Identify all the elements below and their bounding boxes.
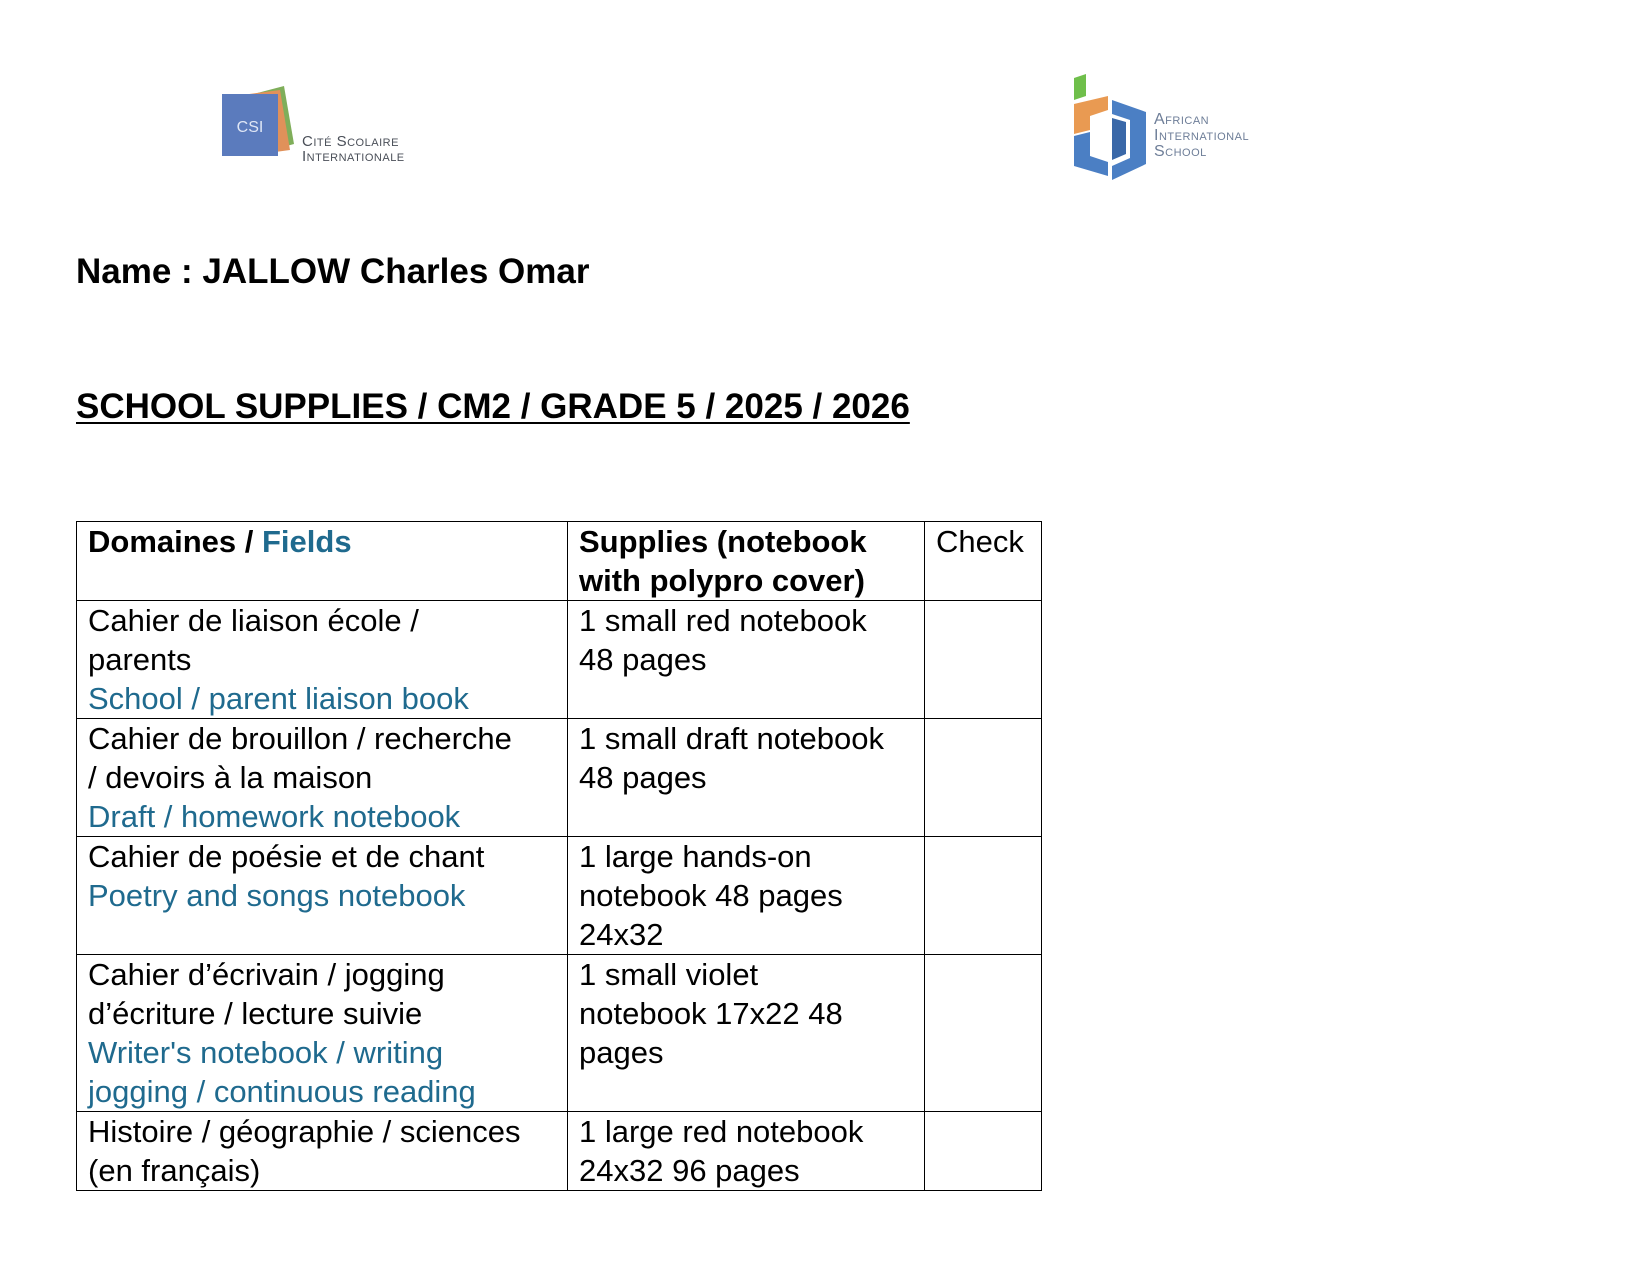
table-row bbox=[77, 1112, 1042, 1191]
check-cell[interactable] bbox=[925, 1112, 1042, 1191]
csi-badge-text: CSI bbox=[236, 119, 264, 136]
supply-text: 1 small red notebook bbox=[579, 603, 867, 638]
header-supplies bbox=[568, 522, 925, 601]
field-en-text: jogging / continuous reading bbox=[88, 1074, 476, 1109]
document-title: SCHOOL SUPPLIES / CM2 / GRADE 5 / 2025 / 2026 bbox=[76, 387, 910, 426]
header-supplies-line1: Supplies (notebook bbox=[579, 524, 867, 559]
field-fr-text: parents bbox=[88, 642, 192, 677]
ais-name-line3: School bbox=[1154, 143, 1207, 160]
header-field-fr: Domaines / bbox=[88, 524, 262, 559]
header-fields bbox=[77, 522, 568, 601]
check-cell[interactable] bbox=[925, 955, 1042, 1112]
field-fr-text: d’écriture / lecture suivie bbox=[88, 996, 423, 1031]
csi-logo-mark bbox=[220, 84, 300, 166]
field-fr-text: Cahier de brouillon / recherche bbox=[88, 721, 512, 756]
field-fr-text: Cahier d’écrivain / jogging bbox=[88, 957, 445, 992]
supply-cell bbox=[568, 601, 925, 719]
supply-text: 1 small draft notebook bbox=[579, 721, 885, 756]
supply-cell bbox=[568, 1112, 925, 1191]
csi-logo-name bbox=[302, 134, 405, 164]
supply-cell bbox=[568, 955, 925, 1112]
ais-name-line2: International bbox=[1154, 127, 1250, 144]
table-row bbox=[77, 601, 1042, 719]
supply-text: 1 small violet bbox=[579, 957, 759, 992]
supply-cell bbox=[568, 837, 925, 955]
table-row bbox=[77, 837, 1042, 955]
field-cell bbox=[77, 837, 568, 955]
table-row bbox=[77, 955, 1042, 1112]
field-cell bbox=[77, 601, 568, 719]
check-cell[interactable] bbox=[925, 719, 1042, 837]
supply-text: 24x32 bbox=[579, 917, 664, 952]
supplies-table bbox=[76, 521, 1042, 1191]
supply-text: 1 large red notebook bbox=[579, 1114, 864, 1149]
field-fr-text: Cahier de poésie et de chant bbox=[88, 839, 485, 874]
field-cell bbox=[77, 1112, 568, 1191]
field-cell bbox=[77, 719, 568, 837]
field-en-text: Draft / homework notebook bbox=[88, 799, 461, 834]
supply-text: 24x32 96 pages bbox=[579, 1153, 800, 1188]
csi-name-line2: Internationale bbox=[302, 148, 405, 165]
ais-logo bbox=[1068, 74, 1318, 184]
supply-text: notebook 48 pages bbox=[579, 878, 843, 913]
field-fr-text: / devoirs à la maison bbox=[88, 760, 373, 795]
supply-cell bbox=[568, 719, 925, 837]
field-en-text: Writer's notebook / writing bbox=[88, 1035, 444, 1070]
field-fr-text: Histoire / géographie / sciences bbox=[88, 1114, 521, 1149]
supply-text: 48 pages bbox=[579, 642, 707, 677]
header-check: Check bbox=[925, 522, 1042, 601]
field-fr-text: (en français) bbox=[88, 1153, 261, 1188]
csi-logo bbox=[220, 84, 440, 166]
check-cell[interactable] bbox=[925, 601, 1042, 719]
ais-name-line1: African bbox=[1154, 111, 1210, 128]
csi-name-line1: Cité Scolaire bbox=[302, 133, 399, 150]
supply-text: pages bbox=[579, 1035, 664, 1070]
table-body bbox=[77, 601, 1042, 1191]
table-row bbox=[77, 719, 1042, 837]
header-supplies-line2: with polypro cover) bbox=[579, 563, 865, 598]
supply-text: 48 pages bbox=[579, 760, 707, 795]
ais-logo-mark bbox=[1068, 74, 1148, 184]
supply-text: notebook 17x22 48 bbox=[579, 996, 843, 1031]
field-cell bbox=[77, 955, 568, 1112]
check-cell[interactable] bbox=[925, 837, 1042, 955]
ais-logo-name bbox=[1154, 112, 1249, 160]
field-fr-text: Cahier de liaison école / bbox=[88, 603, 419, 638]
field-en-text: Poetry and songs notebook bbox=[88, 878, 466, 913]
table-header-row bbox=[77, 522, 1042, 601]
field-en-text: School / parent liaison book bbox=[88, 681, 469, 716]
supply-text: 1 large hands-on bbox=[579, 839, 812, 874]
header-field-en: Fields bbox=[262, 524, 352, 559]
student-name: Name : JALLOW Charles Omar bbox=[76, 252, 590, 291]
